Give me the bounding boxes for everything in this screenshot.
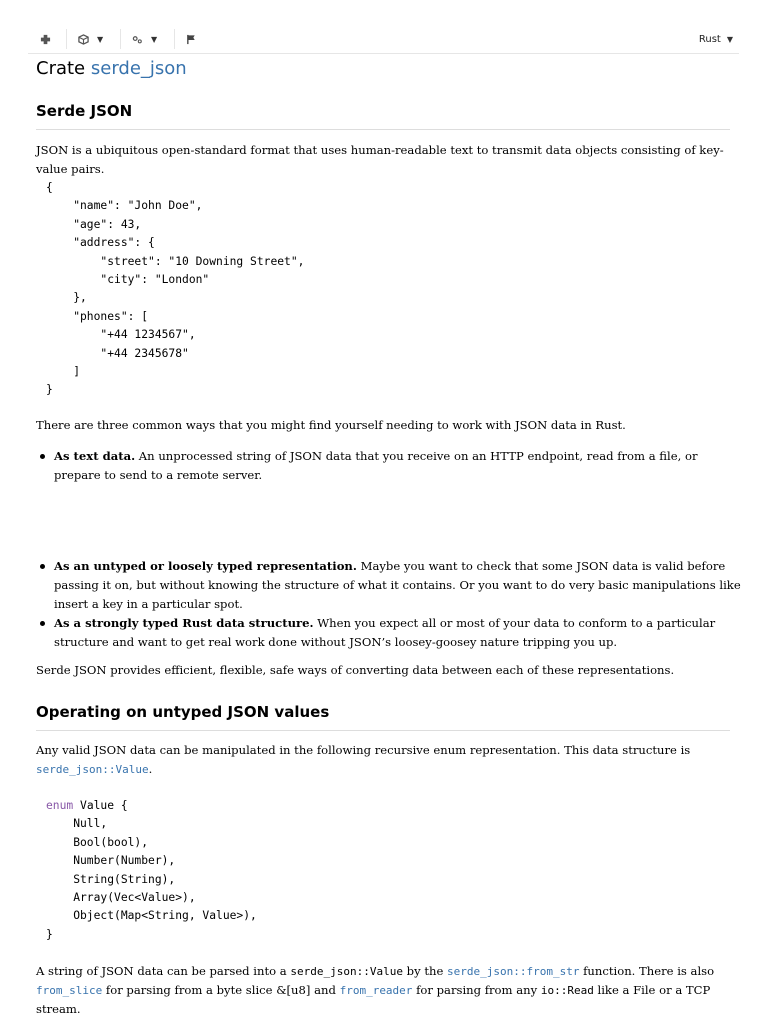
parse-text: by the bbox=[402, 964, 447, 978]
from-reader-code: from_reader bbox=[339, 984, 413, 997]
list-item-text: An unprocessed string of JSON data that you receive on an HTTP endpoint, read from a file, or prepare to send to a remote server. bbox=[54, 449, 698, 482]
language-selector[interactable] bbox=[699, 25, 733, 53]
ways-list-continued bbox=[36, 557, 744, 652]
report-issue-button[interactable] bbox=[186, 25, 197, 53]
top-toolbar bbox=[28, 25, 739, 54]
list-item-title: As text data. bbox=[54, 449, 136, 463]
list-item-title: As an untyped or loosely typed representation. bbox=[54, 559, 357, 573]
crate-home-button[interactable] bbox=[40, 25, 51, 53]
untyped-intro-paragraph bbox=[36, 741, 736, 779]
list-item bbox=[54, 447, 744, 485]
io-read-code: io::Read bbox=[540, 984, 594, 997]
untyped-intro-text: Any valid JSON data can be manipulated in the following recursive enum representation. This data structure is bbox=[36, 743, 691, 757]
settings-menu-button[interactable] bbox=[132, 25, 157, 53]
three-ways-paragraph: There are three common ways that you might find yourself needing to work with JSON data in Rust. bbox=[36, 418, 626, 432]
intro-paragraph: JSON is a ubiquitous open-standard format that uses human-readable text to transmit data objects consisting of key-value pairs. bbox=[36, 143, 724, 176]
enum-code-example bbox=[46, 797, 257, 944]
section-heading-untyped-values: Operating on untyped JSON values bbox=[36, 703, 730, 731]
page-title bbox=[36, 58, 187, 79]
from-str-code: serde_json::from_str bbox=[447, 965, 580, 978]
from-slice-code: from_slice bbox=[36, 984, 103, 997]
untyped-intro-end: . bbox=[148, 762, 153, 776]
section-heading-serde-json: Serde JSON bbox=[36, 102, 730, 130]
crate-icon bbox=[40, 34, 51, 45]
chevron-down-icon: ▼ bbox=[151, 34, 158, 44]
crate-name-link[interactable]: serde_json bbox=[90, 58, 187, 79]
list-item-title: As a strongly typed Rust data structure. bbox=[54, 616, 314, 630]
from-slice-link[interactable] bbox=[36, 983, 102, 997]
from-str-link[interactable] bbox=[447, 964, 579, 978]
list-item-text: When you expect all or most of your data to conform to a particular structure and want to get real work done without JSON’s loosey-goosey nature tripping you up. bbox=[54, 616, 716, 649]
chevron-down-icon: ▼ bbox=[97, 34, 104, 44]
toolbar-divider bbox=[174, 29, 175, 49]
list-item bbox=[54, 614, 744, 652]
parse-paragraph bbox=[36, 962, 736, 1019]
json-code-example: { "name": "John Doe", "age": 43, "address": { "street": "10 Downing Street", "city": "London" }, "phones": [ "+44 1234567", "+44 2345678" ] } bbox=[46, 181, 305, 397]
parse-text: function. There is also bbox=[579, 964, 715, 978]
crate-prefix: Crate bbox=[36, 58, 86, 79]
settings-icon bbox=[132, 34, 143, 45]
ways-list bbox=[36, 447, 744, 485]
package-menu-button[interactable] bbox=[78, 25, 103, 53]
toolbar-divider bbox=[120, 29, 121, 49]
enum-body: Value { Null, Bool(bool), Number(Number), String(String), Array(Vec<Value>), Object(Map<String, Value>), } bbox=[46, 799, 257, 941]
list-item-text: Maybe you want to check that some JSON data is valid before passing it on, but without knowing the structure of what it contains. Or you want to do very basic manipulations like insert a key in a particular spot. bbox=[54, 559, 741, 611]
flag-icon bbox=[186, 34, 197, 45]
summary-paragraph: Serde JSON provides efficient, flexible, safe ways of converting data between each of these representations. bbox=[36, 663, 675, 677]
enum-keyword: enum bbox=[46, 799, 74, 812]
package-icon bbox=[78, 34, 89, 45]
parse-text: like a File or a TCP stream. bbox=[36, 983, 711, 1016]
parse-text: for parsing from any bbox=[412, 983, 541, 997]
chevron-down-icon: ▼ bbox=[726, 34, 733, 44]
value-code: serde_json::Value bbox=[290, 965, 403, 978]
language-label: Rust bbox=[698, 33, 721, 45]
parse-text: for parsing from a byte slice &[u8] and bbox=[102, 983, 340, 997]
parse-text: A string of JSON data can be parsed into a bbox=[36, 964, 291, 978]
value-type-code: serde_json::Value bbox=[36, 763, 149, 776]
list-item bbox=[54, 557, 744, 614]
value-type-link[interactable] bbox=[36, 762, 149, 776]
from-reader-link[interactable] bbox=[340, 983, 413, 997]
toolbar-divider bbox=[66, 29, 67, 49]
